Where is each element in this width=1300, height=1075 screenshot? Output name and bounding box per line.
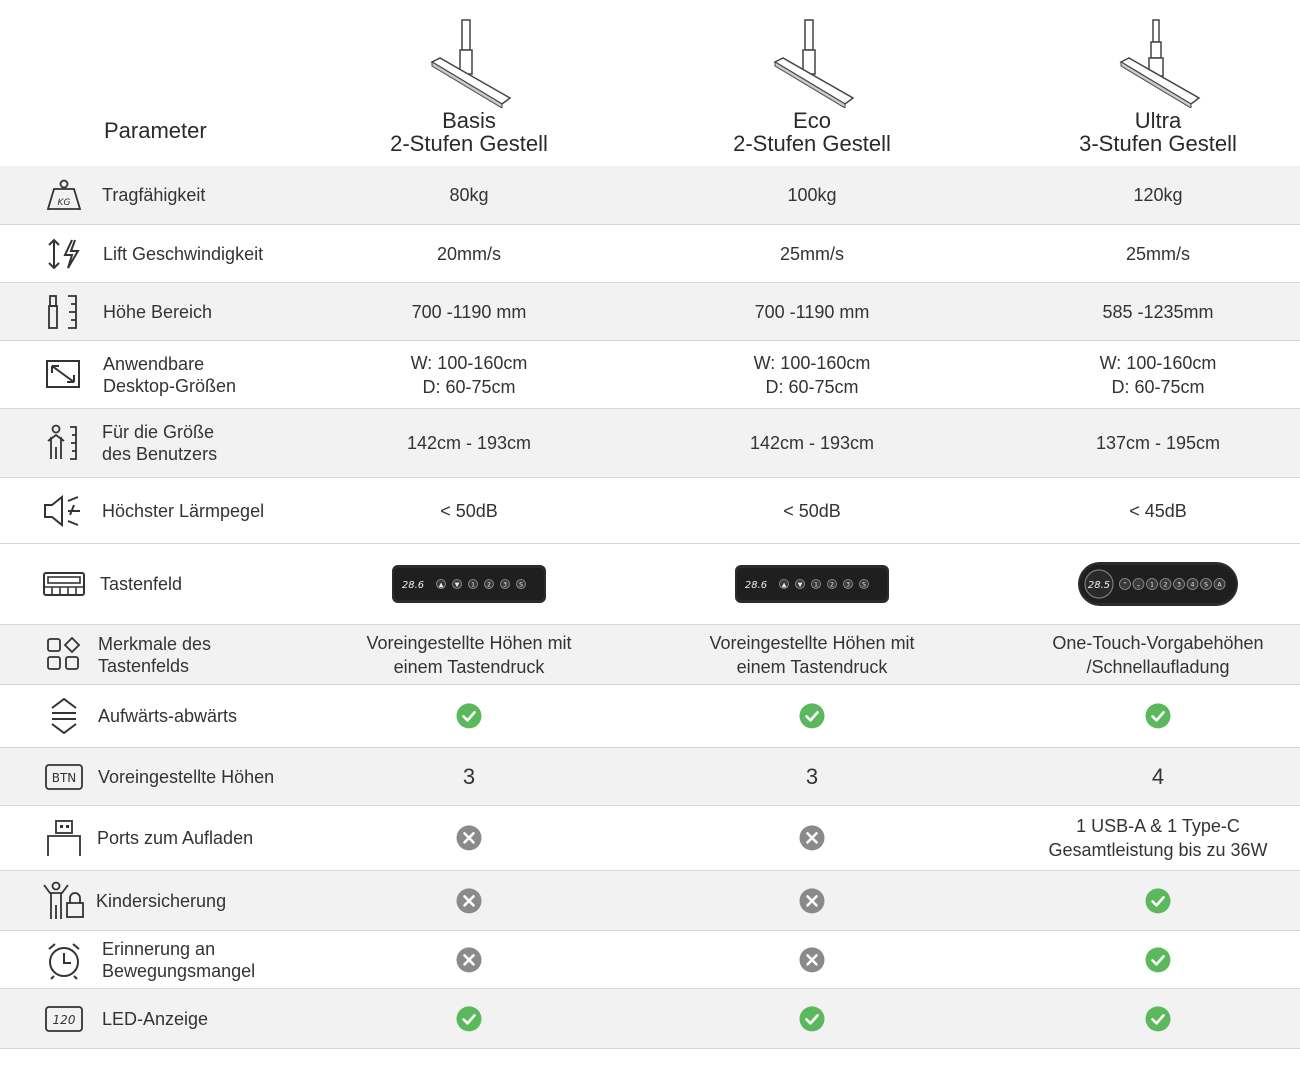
check-icon <box>1145 1006 1171 1032</box>
table-row <box>0 806 1300 871</box>
mark-cell <box>642 825 982 851</box>
keypad-display-text: 28.6 <box>401 580 425 591</box>
value-cell: 700 -1190 mm <box>411 301 527 322</box>
cross-icon <box>799 825 825 851</box>
table-row <box>0 478 1300 544</box>
cross-icon <box>456 825 482 851</box>
row-label: Tastenfeld <box>100 574 183 594</box>
value-cell: 585 -1235mm <box>1102 301 1214 322</box>
value-cell: Voreingestellte Höhen mit einem Tastendruck <box>366 632 572 677</box>
table-row <box>0 409 1300 478</box>
value-cell: 137cm - 195cm <box>1095 433 1221 453</box>
weight-kg-icon <box>40 175 88 215</box>
desk-frame-2-stage-icon <box>424 18 514 108</box>
mark-cell <box>299 703 639 729</box>
table-row <box>0 544 1300 625</box>
column-name: Eco <box>793 108 831 133</box>
keypad-display-text: 28.5 <box>1087 580 1111 591</box>
value-cell: 3 <box>462 763 476 789</box>
row-label: Kindersicherung <box>96 890 227 911</box>
row-label: Höhe Bereich <box>103 301 213 322</box>
desk-frame-2-stage-icon <box>767 18 857 108</box>
value-cell: 142cm - 193cm <box>406 433 532 453</box>
keypad-key: ▼ <box>797 581 803 589</box>
value-cell: 120kg <box>1133 185 1183 205</box>
speaker-noise-icon <box>40 491 88 531</box>
table-row <box>0 871 1300 931</box>
value-cell: 1 USB-A & 1 Type-C Gesamtleistung bis zu 36W <box>1048 816 1268 860</box>
value-cell: 142cm - 193cm <box>749 433 875 453</box>
cross-icon <box>456 947 482 973</box>
value-cell: < 50dB <box>783 500 841 521</box>
value-cell: 3 <box>805 763 819 789</box>
table-row <box>0 166 1300 225</box>
table-row <box>0 931 1300 989</box>
column-subtitle: 2-Stufen Gestell <box>390 131 548 156</box>
mark-cell <box>299 1005 639 1031</box>
row-label: Tragfähigkeit <box>102 185 206 205</box>
mark-cell <box>988 1005 1300 1031</box>
value-cell: < 50dB <box>440 500 498 521</box>
keypad-image <box>1077 560 1239 608</box>
mark-cell <box>299 946 639 972</box>
svg-text:BTN: BTN <box>51 770 77 785</box>
keypad-image <box>734 563 890 605</box>
check-icon <box>799 1006 825 1032</box>
row-label: Lift Geschwindigkeit <box>103 243 264 264</box>
cross-icon <box>799 947 825 973</box>
row-label: Aufwärts-abwärts <box>98 706 238 726</box>
table-row <box>0 748 1300 806</box>
table-row <box>0 283 1300 341</box>
keypad-key: 1 <box>814 581 818 589</box>
row-label: Voreingestellte Höhen <box>98 766 275 787</box>
cross-icon <box>456 888 482 914</box>
table-header <box>0 0 1300 167</box>
check-icon <box>1145 888 1171 914</box>
value-cell: 25mm/s <box>779 243 844 264</box>
keypad-key: 2 <box>830 581 834 589</box>
features-grid-icon <box>40 635 88 675</box>
keypad-key: 3 <box>503 581 507 589</box>
column-subtitle: 3-Stufen Gestell <box>1079 131 1237 156</box>
column-name: Basis <box>442 108 496 133</box>
value-cell: W: 100-160cm D: 60-75cm <box>410 352 528 397</box>
keypad-key: 4 <box>1190 581 1195 589</box>
keypad-key: S <box>519 581 523 589</box>
usb-port-icon <box>40 818 88 858</box>
row-label: Anwendbare Desktop-Größen <box>103 353 237 396</box>
user-height-icon <box>40 423 88 463</box>
keypad-display-text: 28.6 <box>744 580 768 591</box>
value-cell: 100kg <box>787 185 837 205</box>
value-cell: 25mm/s <box>1125 243 1190 264</box>
value-cell: W: 100-160cm D: 60-75cm <box>1099 352 1217 397</box>
mark-cell <box>642 946 982 972</box>
check-icon <box>456 703 482 729</box>
svg-text:120: 120 <box>52 1012 76 1027</box>
mark-cell <box>988 946 1300 972</box>
child-lock-icon <box>40 881 88 921</box>
row-label: Erinnerung an Bewegungsmangel <box>102 938 256 981</box>
column-subtitle: 2-Stufen Gestell <box>733 131 891 156</box>
value-cell: Voreingestellte Höhen mit einem Tastendruck <box>709 632 915 677</box>
alarm-clock-icon <box>40 940 88 980</box>
keypad-key: 2 <box>1163 581 1168 589</box>
keypad-key: ▲ <box>438 581 444 589</box>
column-ultra <box>988 0 1300 166</box>
btn-icon <box>40 757 88 797</box>
mark-cell <box>299 825 639 851</box>
keypad-key: A <box>1217 581 1222 589</box>
led-display-icon <box>40 999 88 1039</box>
keypad-key: 1 <box>1150 581 1154 589</box>
check-icon <box>1145 703 1171 729</box>
keypad-key: 2 <box>487 581 491 589</box>
mark-cell <box>642 703 982 729</box>
value-cell: 4 <box>1151 763 1165 789</box>
column-eco <box>642 0 982 166</box>
table-row <box>0 341 1300 409</box>
mark-cell <box>642 887 982 913</box>
keypad-key: S <box>1204 581 1208 589</box>
value-cell: 20mm/s <box>436 243 501 264</box>
cross-icon <box>799 888 825 914</box>
table-row <box>0 989 1300 1049</box>
keypad-cell <box>642 563 982 605</box>
keypad-key: S <box>862 581 866 589</box>
check-icon <box>456 1006 482 1032</box>
desk-frame-3-stage-icon <box>1113 18 1203 108</box>
keypad-cell <box>299 563 639 605</box>
mark-cell <box>988 703 1300 729</box>
up-down-icon <box>40 696 88 736</box>
table-row <box>0 685 1300 748</box>
keypad-key: ⌄ <box>1135 581 1142 589</box>
check-icon <box>1145 947 1171 973</box>
row-label: Merkmale des Tastenfelds <box>98 633 212 676</box>
keypad-image <box>391 563 547 605</box>
keypad-key: ▲ <box>781 581 787 589</box>
lift-speed-icon <box>40 234 88 274</box>
parameter-heading: Parameter <box>104 118 207 143</box>
svg-text:KG: KG <box>57 198 71 208</box>
keypad-key: 3 <box>1177 581 1181 589</box>
mark-cell <box>988 887 1300 913</box>
row-label: Ports zum Aufladen <box>97 828 254 848</box>
row-label: LED-Anzeige <box>102 1008 209 1029</box>
table-row <box>0 225 1300 283</box>
column-name: Ultra <box>1134 108 1182 133</box>
height-range-icon <box>40 292 88 332</box>
column-basis <box>299 0 639 166</box>
row-label: Für die Größe des Benutzers <box>102 422 218 464</box>
keypad-cell <box>988 560 1300 608</box>
value-cell: One-Touch-Vorgabehöhen /Schnellaufladung <box>1052 632 1264 677</box>
row-label: Höchster Lärmpegel <box>102 500 265 521</box>
keypad-key: 1 <box>471 581 475 589</box>
keypad-key: 3 <box>846 581 850 589</box>
keypad-key: ⌃ <box>1122 581 1128 589</box>
value-cell: W: 100-160cm D: 60-75cm <box>753 352 871 397</box>
mark-cell <box>642 1005 982 1031</box>
table-row <box>0 625 1300 685</box>
mark-cell <box>299 887 639 913</box>
keypad-key: ▼ <box>454 581 460 589</box>
value-cell: < 45dB <box>1129 500 1187 521</box>
value-cell: 700 -1190 mm <box>754 301 870 322</box>
value-cell: 80kg <box>449 185 489 205</box>
keypad-icon <box>40 564 88 604</box>
check-icon <box>799 703 825 729</box>
desktop-size-icon <box>40 355 88 395</box>
